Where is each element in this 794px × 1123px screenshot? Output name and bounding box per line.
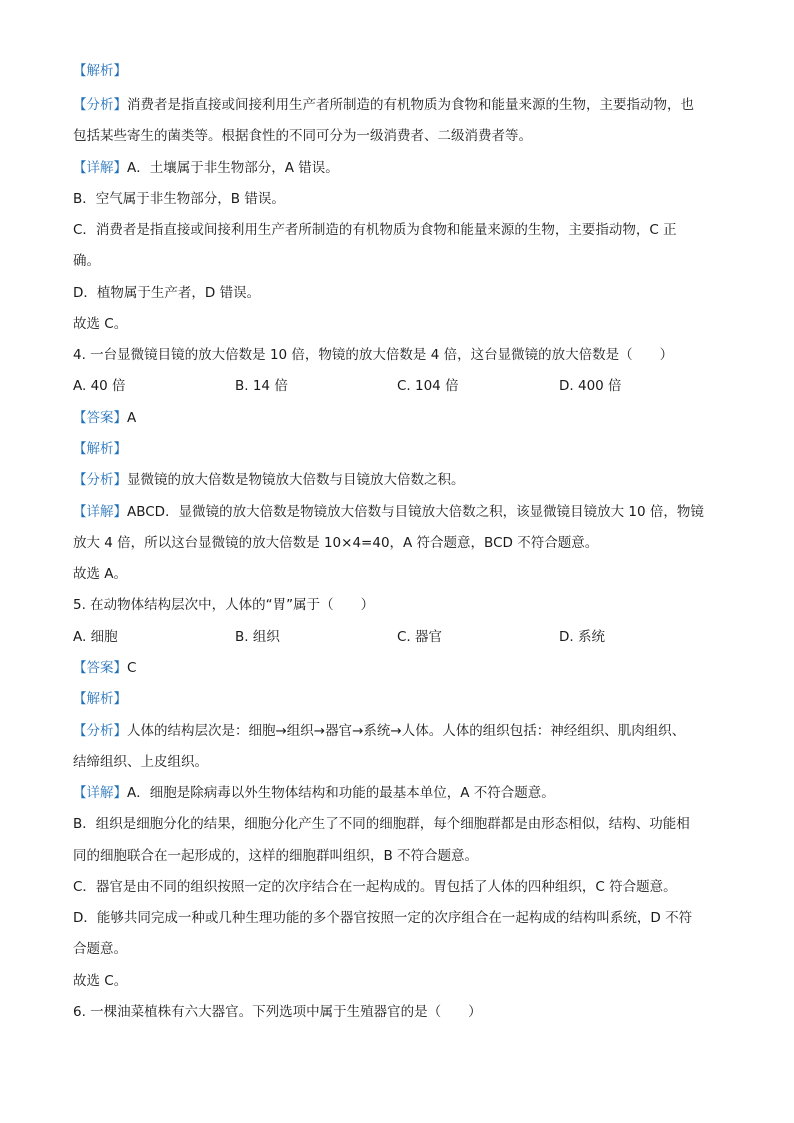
option-d: D. 400 倍 xyxy=(559,378,622,394)
jiexi-label: 【解析】 xyxy=(73,691,127,707)
option-c: C. 器官 xyxy=(397,629,443,645)
xiangjie-option-d: D．植物属于生产者，D 错误。 xyxy=(73,285,261,301)
option-b: B. 组织 xyxy=(235,629,280,645)
question-6-stem: 6. 一棵油菜植株有六大器官。下列选项中属于生殖器官的是（ ） xyxy=(73,1004,482,1020)
question-5-stem: 5. 在动物体结构层次中，人体的“胃”属于（ ） xyxy=(73,597,375,613)
option-a: A. 细胞 xyxy=(73,629,118,645)
option-b: B. 14 倍 xyxy=(235,378,288,394)
jiexi-label: 【解析】 xyxy=(73,63,127,79)
choose-answer: 故选 C。 xyxy=(73,973,128,989)
option-a: A. 40 倍 xyxy=(73,378,126,394)
question-4-stem: 4. 一台显微镜目镜的放大倍数是 10 倍，物镜的放大倍数是 4 倍，这台显微镜的放大倍数是（ ） xyxy=(73,347,674,363)
fenxi-line-2: 结缔组织、上皮组织。 xyxy=(73,754,208,770)
xiangjie-option-c: C．器官是由不同的组织按照一定的次序结合在一起构成的。胃包括了人体的四种组织，C 符合题意。 xyxy=(73,879,677,895)
question-4-options xyxy=(73,377,721,396)
option-c: C. 104 倍 xyxy=(397,378,459,394)
xiangjie-line-1: 【详解】ABCD．显微镜的放大倍数是物镜放大倍数与目镜放大倍数之积，该显微镜目镜放大 10 倍，物镜 xyxy=(73,504,704,520)
xiangjie-option-a: 【详解】A．土壤属于非生物部分，A 错误。 xyxy=(73,160,339,176)
fenxi-line-1: 【分析】消费者是指直接或间接利用生产者所制造的有机物质为食物和能量来源的生物，主要指动物，也 xyxy=(73,97,694,113)
fenxi-line: 【分析】显微镜的放大倍数是物镜放大倍数与目镜放大倍数之积。 xyxy=(73,472,465,488)
xiangjie-option-d-2: 合题意。 xyxy=(73,941,127,957)
fenxi-line-1: 【分析】人体的结构层次是：细胞→组织→器官→系统→人体。人体的组织包括：神经组织、肌肉组织、 xyxy=(73,723,686,739)
choose-answer: 故选 C。 xyxy=(73,316,128,332)
option-d: D. 系统 xyxy=(559,629,605,645)
fenxi-line-2: 包括某些寄生的菌类等。根据食性的不同可分为一级消费者、二级消费者等。 xyxy=(73,128,532,144)
xiangjie-option-b-1: B．组织是细胞分化的结果，细胞分化产生了不同的细胞群，每个细胞群都是由形态相似，结构、功能相 xyxy=(73,816,690,832)
xiangjie-line-2: 放大 4 倍，所以这台显微镜的放大倍数是 10×4=40，A 符合题意，BCD 不符合题意。 xyxy=(73,535,599,551)
answer-line: 【答案】C xyxy=(73,660,137,676)
xiangjie-option-c-2: 确。 xyxy=(73,253,100,269)
jiexi-label: 【解析】 xyxy=(73,441,127,457)
xiangjie-option-a: 【详解】A．细胞是除病毒以外生物体结构和功能的最基本单位，A 不符合题意。 xyxy=(73,785,555,801)
xiangjie-option-b: B．空气属于非生物部分，B 错误。 xyxy=(73,191,285,207)
xiangjie-option-b-2: 同的细胞联合在一起形成的，这样的细胞群叫组织，B 不符合题意。 xyxy=(73,848,479,864)
xiangjie-option-c-1: C．消费者是指直接或间接利用生产者所制造的有机物质为食物和能量来源的生物，主要指动物，C 正 xyxy=(73,222,677,238)
answer-line: 【答案】A xyxy=(73,410,137,426)
choose-answer: 故选 A。 xyxy=(73,566,128,582)
question-5-options xyxy=(73,628,721,647)
xiangjie-option-d-1: D．能够共同完成一种或几种生理功能的多个器官按照一定的次序组合在一起构成的结构叫系统，D 不符 xyxy=(73,910,693,926)
